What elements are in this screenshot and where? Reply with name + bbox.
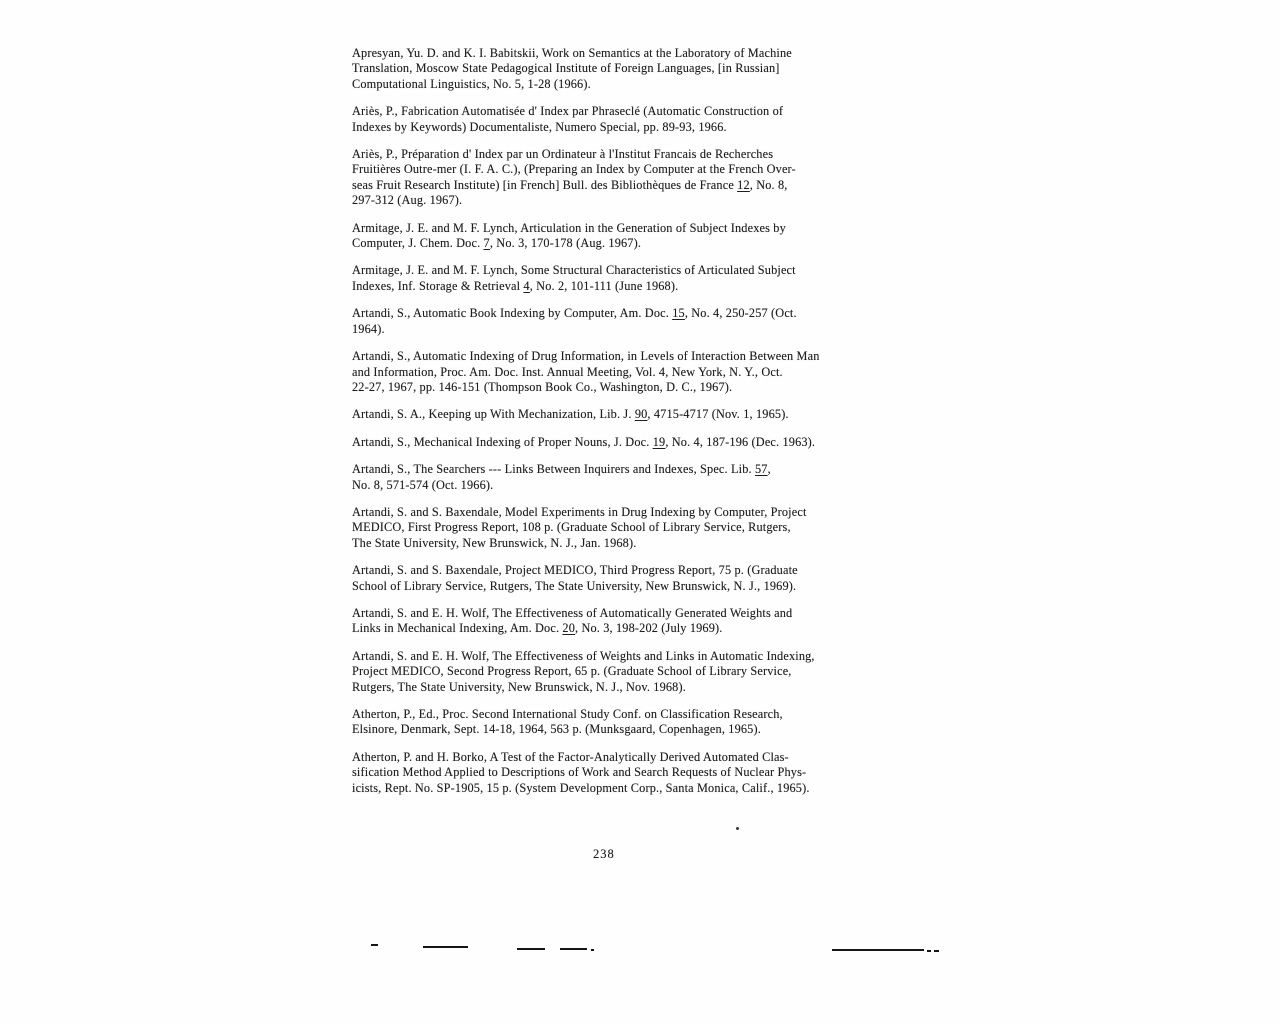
scan-artifact-line <box>371 944 378 946</box>
reference-entry: Artandi, S., Automatic Book Indexing by Computer, Am. Doc. 15, No. 4, 250-257 (Oct. 1964). <box>352 306 797 336</box>
reference-entry: Artandi, S. A., Keeping up With Mechanization, Lib. J. 90, 4715-4717 (Nov. 1, 1965). <box>352 407 789 422</box>
reference-entry: Atherton, P., Ed., Proc. Second International Study Conf. on Classification Research, Elsinore, Denmark, Sept. 14-18, 1964, 563 p. (Munksgaard, Copenhagen, 1965). <box>352 707 783 737</box>
reference-entry: Artandi, S. and E. H. Wolf, The Effectiveness of Weights and Links in Automatic Indexing, Project MEDICO, Second Progress Report, 65 p. (Graduate School of Library Service, Rutgers, The State University, New Brunswick, N. J., Nov. 1968). <box>352 648 815 694</box>
reference-entry: Artandi, S. and E. H. Wolf, The Effectiveness of Automatically Generated Weights and Links in Mechanical Indexing, Am. Doc. 20, No. 3, 198-202 (July 1969). <box>352 605 793 636</box>
scan-artifact-line <box>560 948 587 950</box>
reference-entry: Artandi, S., Mechanical Indexing of Proper Nouns, J. Doc. 19, No. 4, 187-196 (Dec. 1963). <box>352 434 816 449</box>
scan-artifact-line <box>832 949 924 951</box>
page-number: 238 <box>593 847 615 861</box>
reference-entry: Armitage, J. E. and M. F. Lynch, Some Structural Characteristics of Articulated Subject Indexes, Inf. Storage & Retrieval 4, No. 2, 101-111 (June 1968). <box>352 263 796 293</box>
reference-entry: Ariès, P., Préparation d' Index par un Ordinateur à l'Institut Francais de Recherches Fruitières Outre-mer (I. F. A. C.), (Preparing an Index by Computer at the French Over- seas Fruit Research Institute) [in French] Bull. des Bibliothèques de France 12, No. 8, 297-312 (Aug. 1967). <box>352 147 796 208</box>
reference-list <box>352 46 962 808</box>
scan-artifact-dot <box>591 949 594 951</box>
scan-artifact-line <box>423 946 468 948</box>
reference-entry: Apresyan, Yu. D. and K. I. Babitskii, Work on Semantics at the Laboratory of Machine Translation, Moscow State Pedagogical Institute of Foreign Languages, [in Russian] Computational Linguistics, No. 5, 1-28 (1966). <box>352 46 792 91</box>
reference-entry: Artandi, S., Automatic Indexing of Drug Information, in Levels of Interaction Between Man and Information, Proc. Am. Doc. Inst. Annual Meeting, Vol. 4, New York, N. Y., Oct. 22-27, 1967, pp. 146-151 (Thompson Book Co., Washington, D. C., 1967). <box>352 349 820 394</box>
scan-artifact-dash <box>927 950 931 952</box>
scan-artifact-dash <box>934 950 939 952</box>
reference-entry: Artandi, S. and S. Baxendale, Model Experiments in Drug Indexing by Computer, Project MEDICO, First Progress Report, 108 p. (Graduate School of Library Service, Rutgers, The State University, New Brunswick, N. J., Jan. 1968). <box>352 504 807 550</box>
reference-entry: Ariès, P., Fabrication Automatisée d' Index par Phraseclé (Automatic Construction of Indexes by Keywords) Documentaliste, Numero Special, pp. 89-93, 1966. <box>352 104 784 134</box>
reference-entry: Artandi, S., The Searchers --- Links Between Inquirers and Indexes, Spec. Lib. 57, No. 8, 571-574 (Oct. 1966). <box>352 462 771 492</box>
reference-entry: Artandi, S. and S. Baxendale, Project MEDICO, Third Progress Report, 75 p. (Graduate School of Library Service, Rutgers, The State University, New Brunswick, N. J., 1969). <box>352 563 798 593</box>
scan-speck <box>736 827 739 830</box>
reference-entry: Armitage, J. E. and M. F. Lynch, Articulation in the Generation of Subject Indexes by Computer, J. Chem. Doc. 7, No. 3, 170-178 (Aug. 1967). <box>352 220 786 251</box>
scan-artifact-line <box>517 948 545 950</box>
reference-entry: Atherton, P. and H. Borko, A Test of the Factor-Analytically Derived Automated Clas- sification Method Applied to Descriptions of Work and Search Requests of Nuclear Phys- icists, Rept. No. SP-1905, 15 p. (System Development Corp., Santa Monica, Calif., 1965). <box>352 749 810 795</box>
